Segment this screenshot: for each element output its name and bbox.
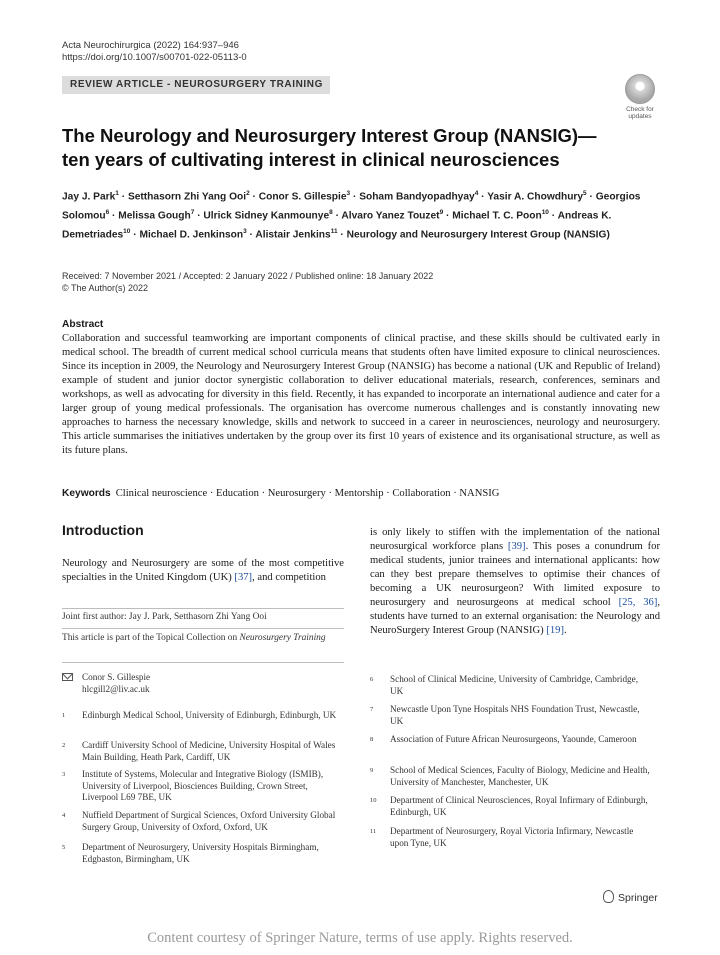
affiliation-marker: 8 [329,208,333,216]
affiliation-number: 4 [62,812,66,819]
citation-link[interactable]: [37] [234,572,253,583]
affiliation-item [62,810,344,833]
author-name[interactable]: Michael D. Jenkinson [139,229,244,241]
check-for-updates-badge[interactable] [618,74,662,120]
author-separator: · [249,191,259,203]
affiliation-number: 8 [370,736,374,743]
affiliation-number: 11 [370,828,377,835]
affiliation-marker: 10 [123,227,131,235]
affiliation-number: 9 [370,767,374,774]
joint-author-note: Joint first author: Jay J. Park, Setthasorn Zhi Yang Ooi [62,612,267,622]
author-separator: · [130,229,140,241]
author-name[interactable]: Soham Bandyopadhyay [359,191,475,203]
affiliation-text: Department of Clinical Neurosciences, Royal Infirmary of Edinburgh, Edinburgh, UK [390,795,648,817]
citation-link[interactable]: [25, 36] [618,597,658,608]
affiliation-marker: 5 [583,190,587,197]
author-name[interactable]: Yasir A. Chowdhury [487,191,584,203]
collection-name: Neurosurgery Training [239,633,326,643]
footnote-divider [62,662,344,663]
abstract-text: Collaboration and successful teamworking are important components of clinical practise, and these skills should be cultivated early in medical school. The breadth of current medical school curricula means that students often have limited exposure to clinical neurosciences. Since its inception in 2009, the Neurology and Neurosurgery Interest Group (NANSIG) has become a national (UK and Republic of Ireland) example of student and junior doctor synergistic collaboration to deliver educational materials, research, conferences, seminars and workshops, as well as advocating for diversity in this field. Recently, it has expanded to incorporate an international audience and cater for a larger group of young medical professionals. The organisation has overcome numerous challenges and is constantly innovating new approaches to harness the necessary knowledge, skills and network to succeed in a career in neurosciences, neurology and neurosurgery. This article summarises the initiatives undertaken by the group over its first 10 years of existence and its organisational structure, as well as its future plans. [62,333,660,456]
affiliation-marker: 4 [474,190,479,197]
author-list [62,186,662,243]
history-dates: Received: 7 November 2021 / Accepted: 2 January 2022 / Published online: 18 January 2022 [62,271,434,281]
affiliation-item [370,795,652,818]
check-for-updates-label: Check for updates [626,106,654,120]
affiliation-item [370,826,652,849]
author-separator: · [332,210,342,222]
affiliation-number: 1 [62,712,66,719]
author-separator: · [118,191,128,203]
author-name[interactable]: Alvaro Yanez Touzet [341,210,440,222]
abstract-heading: Abstract [62,319,104,330]
author-separator: · [443,210,453,222]
author-name[interactable]: Alistair Jenkins [255,229,331,241]
footnote-divider [62,628,344,629]
collection-note: This article is part of the Topical Collection on Neurosurgery Training [62,633,326,643]
author-separator: · [350,191,360,203]
author-separator: · [337,229,347,241]
journal-info [62,40,247,64]
correspondence [62,672,344,695]
author-name[interactable]: Neurology and Neurosurgery Interest Group (NANSIG) [346,229,610,241]
author-name[interactable]: Georgios Solomou [62,191,641,222]
affiliation-text: Department of Neurosurgery, Royal Victoria Infirmary, Newcastle upon Tyne, UK [390,826,634,848]
affiliation-item [370,765,652,788]
copyright-footer: Content courtesy of Springer Nature, terms of use apply. Rights reserved. [147,930,573,946]
abstract-section [62,318,660,458]
affiliation-item [62,710,344,722]
keywords-section [62,487,662,501]
affiliation-text: Edinburgh Medical School, University of Edinburgh, Edinburgh, UK [82,710,337,720]
affiliation-text: Newcastle Upon Tyne Hospitals NHS Foundation Trust, Newcastle, UK [390,704,640,726]
affiliation-text: Institute of Systems, Molecular and Integrative Biology (ISMIB), University of Liverpool, Biosciences Building, Crown Street, Liverpool L69 7BE, UK [82,769,324,802]
copyright-line: © The Author(s) 2022 [62,283,149,293]
author-separator: · [586,191,596,203]
author-name[interactable]: Conor S. Gillespie [258,191,347,203]
keywords-list: Clinical neuroscience · Education · Neurosurgery · Mentorship · Collaboration · NANSIG [115,488,500,499]
affiliation-marker: 10 [541,208,549,216]
springer-horse-icon [603,890,614,903]
affiliation-number: 7 [370,706,374,713]
affiliation-marker: 3 [243,227,247,235]
affiliation-marker: 9 [439,208,444,216]
affiliation-number: 2 [62,742,66,749]
publisher-logo [603,890,658,904]
affiliation-item [62,740,344,763]
affiliation-marker: 1 [115,190,119,197]
citation-link[interactable]: [39] [507,541,526,552]
article-title: The Neurology and Neurosurgery Interest Group (NANSIG)—ten years of cultivating interest in clinical neurosciences [62,125,597,170]
introduction-text-right: is only likely to stiffen with the implementation of the national neurosurgical workforce plans [39]. This poses a conundrum for medical students, junior trainees and international applicants: how can they best prepare themselves to optimise their chances of becoming a UK neurosurgeon? With limited exposure to neurosurgery and neurosurgeons at medical school [25, 36], students have turned to an external organisation: the Neurology and NeuroSurgery Interest Group (NANSIG) [19]. [370,527,661,636]
affiliation-marker: 11 [330,227,338,235]
affiliation-number: 5 [62,844,66,851]
envelope-icon [62,673,73,681]
affiliation-text: Department of Neurosurgery, University Hospitals Birmingham, Edgbaston, Birmingham, UK [82,842,319,864]
affiliation-item [62,842,344,865]
check-for-updates-icon [625,74,655,104]
footnote-divider [62,608,344,609]
author-name[interactable]: Melissa Gough [118,210,191,222]
author-separator: · [548,210,558,222]
affiliation-item [370,674,652,697]
introduction-text-left: Neurology and Neurosurgery are some of the most competitive specialties in the United Kingdom (UK) [37], and competition [62,558,344,583]
affiliation-marker: 6 [105,208,110,216]
author-separator: · [246,229,256,241]
affiliation-item [370,704,652,727]
author-name[interactable]: Andreas K. Demetriades [62,210,612,241]
keywords-heading: Keywords [62,488,111,499]
corresponding-author: Conor S. Gillespie [82,672,151,682]
affiliation-item [370,734,652,746]
affiliation-text: Nuffield Department of Surgical Sciences, Oxford University Global Surgery Group, University of Oxford, Oxford, UK [82,810,336,832]
doi-link[interactable]: https://doi.org/10.1007/s00701-022-05113-0 [62,52,247,63]
author-separator: · [194,210,204,222]
affiliation-number: 3 [62,771,66,778]
author-name[interactable]: Jay J. Park [62,191,116,203]
publication-dates [62,270,662,294]
affiliation-marker: 7 [190,208,195,216]
article-type-banner: REVIEW ARTICLE - NEUROSURGERY TRAINING [62,76,330,94]
author-name[interactable]: Ulrick Sidney Kanmounye [203,210,330,222]
affiliation-text: Cardiff University School of Medicine, University Hospital of Wales Main Building, Heath Park, Cardiff, UK [82,740,336,762]
author-name[interactable]: Setthasorn Zhi Yang Ooi [127,191,247,203]
author-name[interactable]: Michael T. C. Poon [452,210,542,222]
citation-link[interactable]: [19] [546,625,564,636]
affiliation-marker: 2 [246,190,250,197]
affiliation-number: 6 [370,676,374,683]
affiliation-item [62,769,344,804]
affiliation-text: Association of Future African Neurosurgeons, Yaounde, Cameroon [390,734,637,744]
journal-citation: Acta Neurochirurgica (2022) 164:937–946 [62,40,239,51]
affiliation-number: 10 [370,797,377,804]
author-separator: · [109,210,119,222]
introduction-heading: Introduction [62,522,144,538]
affiliation-marker: 3 [346,190,351,197]
affiliation-text: School of Medical Sciences, Faculty of Biology, Medicine and Health, University of Manchester, Manchester, UK [390,765,650,787]
publisher-name: Springer [618,892,658,904]
author-separator: · [478,191,488,203]
email-link[interactable]: hlcgill2@liv.ac.uk [82,683,150,694]
affiliation-text: School of Clinical Medicine, University of Cambridge, Cambridge, UK [390,674,639,696]
